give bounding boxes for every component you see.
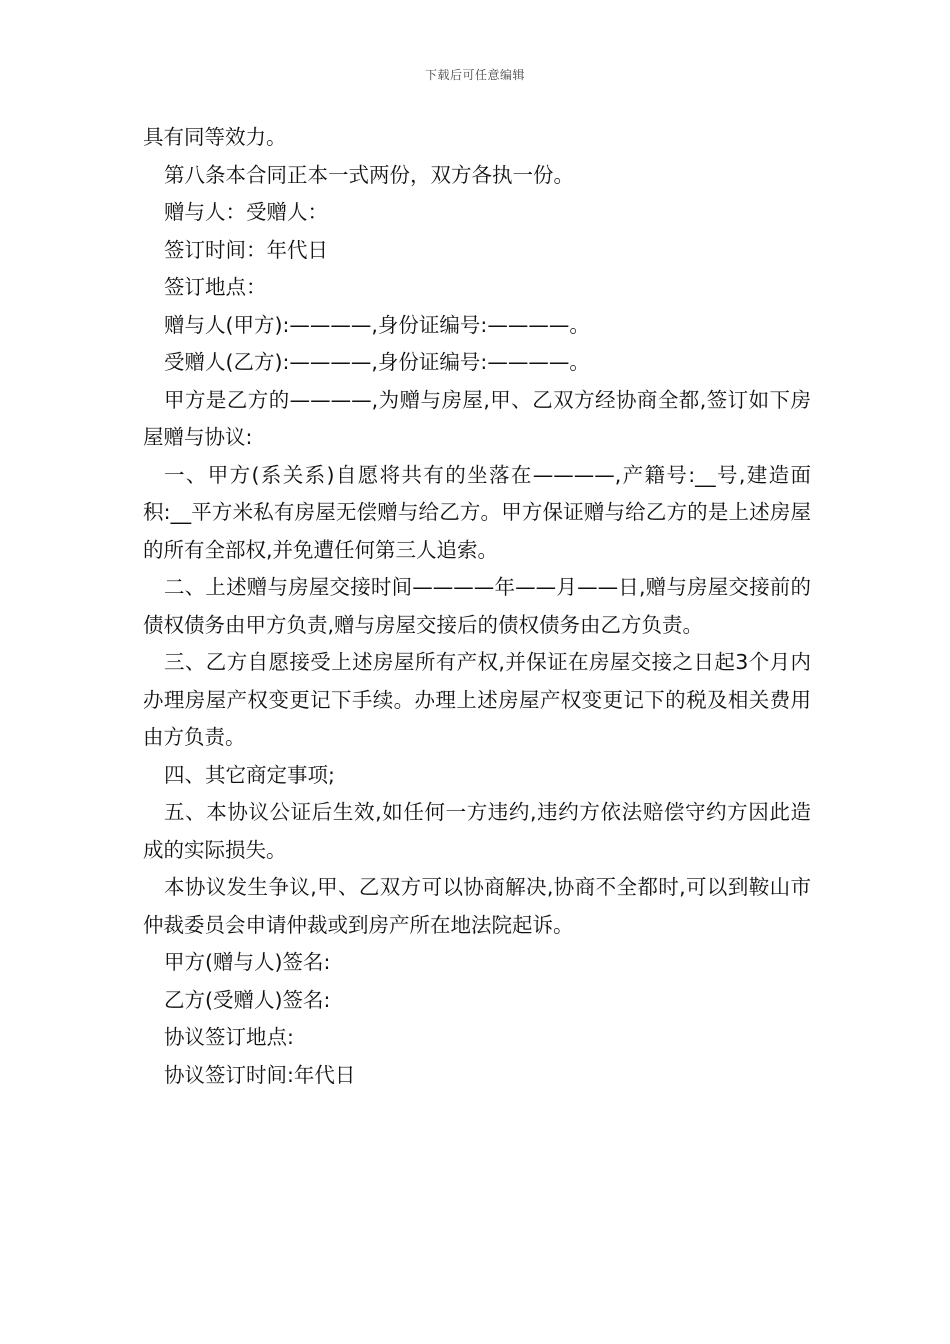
paragraph-clause-one: 一、甲方(系关系)自愿将共有的坐落在————,产籍号:__号,建造面积:__平方米私有房屋无偿赠与给乙方。甲方保证赠与给乙方的是上述房屋的所有全部权,并免遭任何第三人追索。 — [143, 462, 811, 562]
paragraph-donor-id: 赠与人(甲方):————,身份证编号:————。 — [164, 312, 590, 337]
paragraph-party-b-signature: 乙方(受赠人)签名: — [164, 987, 331, 1012]
paragraph-clause-three: 三、乙方自愿接受上述房屋所有产权,并保证在房屋交接之日起3个月内办理房屋产权变更记下手续。办理上述房屋产权变更记下的税及相关费用由方负责。 — [143, 650, 811, 749]
paragraph-sign-place: 签订地点： — [164, 275, 267, 299]
paragraph-dispute: 本协议发生争议,甲、乙双方可以协商解决,协商不全都时,可以到鞍山市仲裁委员会申请仲裁或到房产所在地法院起诉。 — [143, 875, 811, 937]
page-header: 下载后可任意编辑 — [424, 68, 525, 82]
paragraph-clause-five: 五、本协议公证后生效,如任何一方违约,违约方依法赔偿守约方因此造成的实际损失。 — [143, 800, 811, 862]
paragraph-article-eight: 第八条本合同正本一式两份，双方各执一份。 — [164, 162, 574, 187]
paragraph-effect-clause: 具有同等效力。 — [143, 125, 287, 149]
document-body — [143, 119, 811, 1094]
paragraph-agreement-intro: 甲方是乙方的————,为赠与房屋,甲、乙双方经协商全都,签订如下房屋赠与协议: — [143, 387, 811, 449]
paragraph-clause-two: 二、上述赠与房屋交接时间————年——月——日,赠与房屋交接前的债权债务由甲方负责,赠与房屋交接后的债权债务由乙方负责。 — [143, 575, 811, 637]
paragraph-agreement-time: 协议签订时间:年代日 — [164, 1062, 356, 1087]
paragraph-clause-four: 四、其它商定事项; — [164, 762, 335, 787]
paragraph-donor-donee: 赠与人：受赠人： — [164, 200, 328, 224]
paragraph-sign-time: 签订时间：年代日 — [164, 237, 328, 262]
paragraph-party-a-signature: 甲方(赠与人)签名: — [164, 950, 331, 974]
paragraph-agreement-place: 协议签订地点: — [164, 1025, 294, 1049]
paragraph-donee-id: 受赠人(乙方):————,身份证编号:————。 — [164, 350, 590, 374]
